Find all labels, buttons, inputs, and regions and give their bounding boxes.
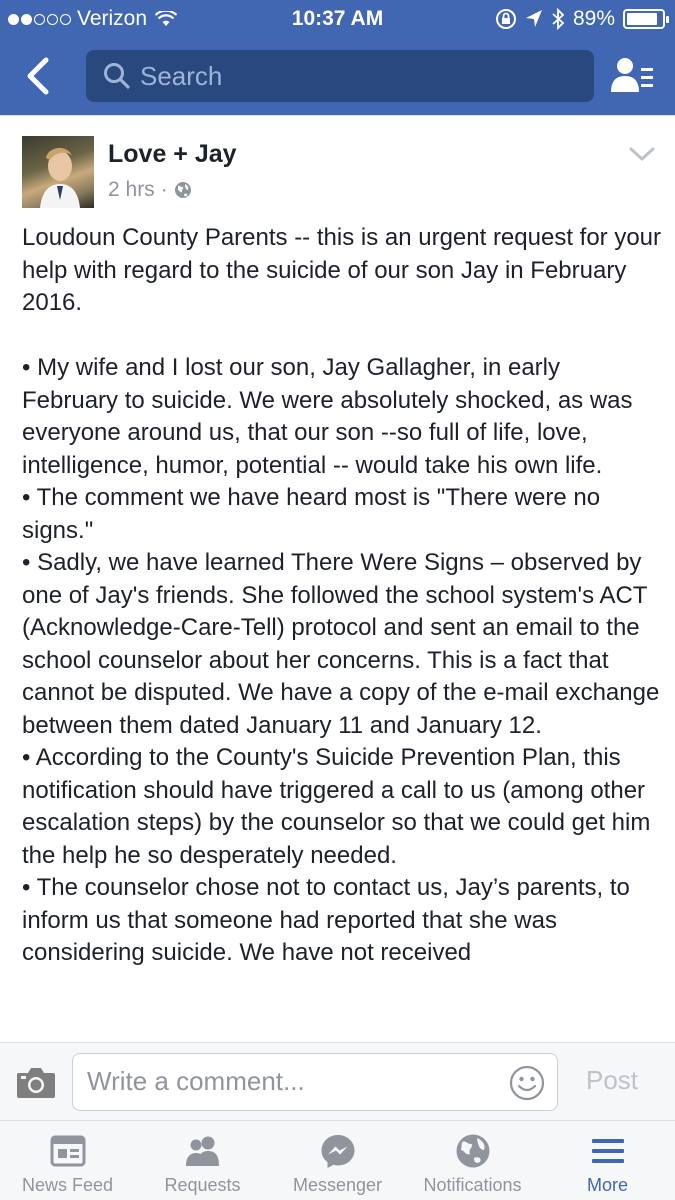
bluetooth-icon xyxy=(551,8,565,30)
tab-label: Requests xyxy=(164,1175,241,1195)
search-input[interactable] xyxy=(140,61,560,92)
back-button[interactable] xyxy=(20,54,60,98)
post-paragraph: • According to the County's Suicide Prevention Plan, this notification should have triggered a call to us (among other escalation steps) by the counselor so that we could get him the help he so desperately needed. xyxy=(22,744,651,869)
post-text xyxy=(22,222,662,970)
menu-icon xyxy=(590,1133,626,1169)
post-paragraph: • The counselor chose not to contact us, Jay’s parents, to inform us that someone had reported that she was considering suicide. We have not received xyxy=(22,874,630,966)
tab-label: Messenger xyxy=(292,1175,383,1195)
battery-icon xyxy=(623,9,665,29)
post-author[interactable]: Love + Jay xyxy=(108,140,237,168)
post-paragraph: • The comment we have heard most is "There were no signs." xyxy=(22,484,601,544)
post-options-chevron-icon[interactable] xyxy=(629,146,655,162)
status-bar xyxy=(0,0,675,38)
post-meta xyxy=(108,178,192,202)
tab-requests[interactable] xyxy=(135,1121,270,1200)
tab-more[interactable] xyxy=(540,1121,675,1200)
meta-separator: · xyxy=(160,178,168,201)
location-icon xyxy=(525,9,543,29)
battery-fill xyxy=(627,13,657,25)
news-feed-icon xyxy=(50,1133,86,1169)
camera-icon[interactable] xyxy=(16,1065,56,1099)
tab-notifications[interactable] xyxy=(405,1121,540,1200)
top-nav xyxy=(0,46,675,106)
profile-photo xyxy=(22,136,94,208)
tab-label: News Feed xyxy=(21,1175,114,1195)
post-paragraph: • Sadly, we have learned There Were Signs – observed by one of Jay's friends. She followed the school system's ACT (Acknowledge-Care-Tell) protocol and sent an email to the school counselor about her concerns. This is a fact that cannot be disputed. We have a copy of the e-mail exchange between them dated January 11 and January 12. xyxy=(22,549,660,739)
messenger-icon xyxy=(320,1133,356,1169)
comment-input-box[interactable] xyxy=(72,1053,558,1111)
status-right xyxy=(495,7,665,31)
post-time[interactable]: 2 hrs xyxy=(108,178,155,201)
status-time: 10:37 AM xyxy=(291,7,384,30)
post-comment-button[interactable]: Post xyxy=(586,1065,639,1095)
globe-icon xyxy=(455,1133,491,1169)
comment-bar xyxy=(0,1042,675,1120)
requests-icon xyxy=(185,1133,221,1169)
paragraph-gap xyxy=(22,320,662,353)
search-bar[interactable] xyxy=(86,50,594,102)
tab-news-feed[interactable] xyxy=(0,1121,135,1200)
emoji-icon[interactable] xyxy=(509,1065,545,1101)
avatar[interactable] xyxy=(22,136,94,208)
tab-label: Notifications xyxy=(423,1175,522,1195)
battery-percent: 89% xyxy=(572,7,615,30)
post-paragraph: • My wife and I lost our son, Jay Gallagher, in early February to suicide. We were absolutely shocked, as was everyone around us, that our son --so full of life, love, intelligence, humor, potential -- would take his own life. xyxy=(22,354,633,479)
carrier-name: Verizon xyxy=(77,7,148,30)
post-paragraph: Loudoun County Parents -- this is an urgent request for your help with regard to the suicide of our son Jay in February 2016. xyxy=(22,224,662,316)
tab-label: More xyxy=(586,1175,628,1195)
post-card xyxy=(0,115,675,1042)
comment-input[interactable] xyxy=(87,1066,497,1097)
search-icon xyxy=(102,61,132,91)
friends-list-icon[interactable] xyxy=(611,56,655,96)
rotation-lock-icon xyxy=(495,8,517,30)
tab-messenger[interactable] xyxy=(270,1121,405,1200)
tab-bar xyxy=(0,1120,675,1200)
app-header xyxy=(0,0,675,115)
globe-icon xyxy=(174,181,192,199)
